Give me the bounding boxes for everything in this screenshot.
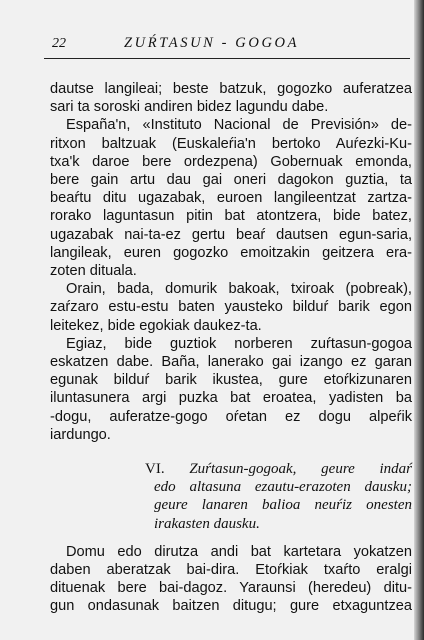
page-header bbox=[44, 30, 410, 59]
running-title: ZUŔTASUN - GOGOA bbox=[124, 35, 300, 51]
paragraph bbox=[50, 335, 412, 444]
text-line: gun ondasunak baitzen ditugu; gure etxaguntzea bbox=[50, 598, 412, 615]
text-line: ugazabak nai-ta-ez gertu beaŕ dautsen egun-saria, bbox=[50, 226, 412, 243]
heading-text: Zuŕtasun-gogoak, geure indaŕ bbox=[189, 461, 412, 478]
text-line: txa'k daroe bere ordezpena) Gobernuak emonda, bbox=[50, 153, 412, 170]
heading-line: irakasten dausku. bbox=[154, 515, 260, 532]
text-line: beaŕtu ditu ugazabak, euroen langileentzat zartza- bbox=[50, 190, 412, 207]
heading-line bbox=[50, 460, 412, 478]
paragraph bbox=[50, 80, 412, 116]
text-line: España'n, «Instituto Nacional de Previsión» de- bbox=[66, 117, 412, 134]
heading-line: geure lanaren balioa neuŕiz onesten bbox=[154, 497, 412, 514]
text-line: -dogu, auferatze-gogo oŕetan ez dogu alpeŕik bbox=[50, 408, 412, 425]
text-line: rorako laguntasun pitin bat atontzera, bide batez, bbox=[50, 208, 412, 225]
text-line: ritxon baltzuak (Euskaleŕia'n bertoko Auŕezki-Ku- bbox=[50, 135, 412, 152]
text-line: langileak, euren gogozko emoitzakin geitzera era- bbox=[50, 244, 412, 261]
body-text bbox=[50, 80, 412, 616]
section-heading bbox=[50, 460, 412, 533]
text-line: Domu edo dirutza andi bat kartetara yokatzen bbox=[66, 543, 412, 560]
text-line: dituenak bere bai-dagoz. Yaraunsi (heredeu) ditu- bbox=[50, 580, 412, 597]
text-line: bere gain artu dau gai oneri dagokon guztia, ta bbox=[50, 172, 412, 189]
text-line: dautse langileai; beste batzuk, gogozko auferatzea bbox=[50, 81, 412, 97]
heading-line: edo altasuna ezautu-erazoten dausku; bbox=[154, 479, 412, 496]
text-line: iluntasunera argi puzka bat eroatea, yadisten ba bbox=[50, 390, 412, 407]
text-line: egunak bilduŕ barik ikustea, gure etoŕkizunaren bbox=[50, 372, 412, 389]
text-line: zaŕzaro estu-estu baten yausteko bilduŕ barik egon bbox=[50, 299, 412, 316]
text-line: iardungo. bbox=[50, 426, 111, 443]
section-numeral: VI. bbox=[145, 461, 165, 478]
text-line: daben aberatzak bai-dira. Etoŕkiak txaŕto eralgi bbox=[50, 562, 412, 579]
paragraph bbox=[50, 116, 412, 280]
paragraph bbox=[50, 543, 412, 616]
text-line: Egiaz, bide guztiok norberen zuŕtasun-gogoa bbox=[66, 335, 412, 352]
paragraph bbox=[50, 280, 412, 335]
text-line: sari ta soroski andiren bidez lagundu dabe. bbox=[50, 99, 329, 116]
text-line: eskatzen dabe. Baña, lanerako gai izango ez garan bbox=[50, 354, 412, 371]
text-line: zoten dituala. bbox=[50, 263, 137, 280]
text-line: Orain, bada, domurik bakoak, txiroak (pobreak), bbox=[66, 281, 412, 298]
page-number: 22 bbox=[52, 36, 66, 51]
page-edge-shadow bbox=[414, 0, 424, 640]
text-line: leitekez, bide egokiak daukez-ta. bbox=[50, 317, 262, 334]
